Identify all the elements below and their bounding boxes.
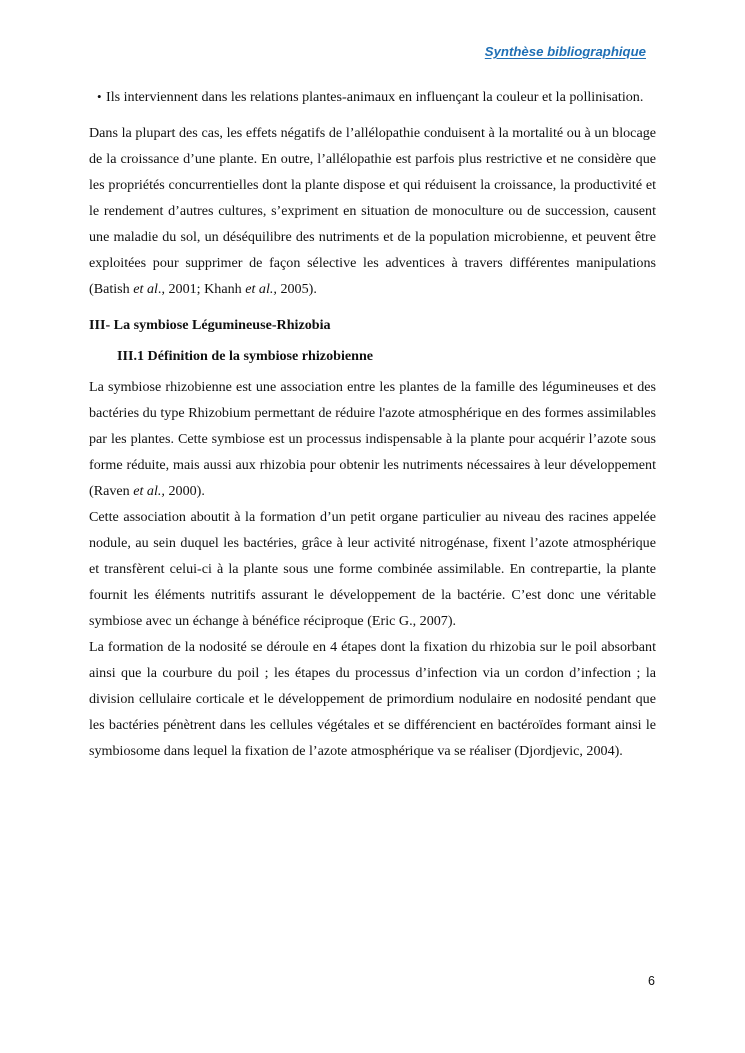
paragraph-allelopathy bbox=[89, 120, 656, 302]
citation-text: 2005). bbox=[276, 281, 317, 297]
subsection-heading: III.1 Définition de la symbiose rhizobienne bbox=[117, 348, 374, 364]
paragraph-allelopathy-text: Dans la plupart des cas, les effets négatifs de l’allélopathie conduisent à la mortalité ou à un blocage de la croissance d’une plante. En outre, l’allélopathie est parfois plus restrictive et ne considère que les propriétés concurrentielles dont la plante dispose et qui réduisent la croissance, la productivité et le rendement d’autres cultures, s’expriment en situation de monoculture ou de succession, causent une maladie du sol, un déséquilibre des nutriments et de la population microbienne, et peuvent être exploitées pour supprimer de façon sélective les adventices à travers différentes manipulations (Batish bbox=[89, 125, 656, 297]
bullet-item bbox=[97, 84, 656, 110]
document-body bbox=[89, 84, 656, 764]
citation-etal: et al., bbox=[245, 281, 277, 297]
paragraph-definition bbox=[89, 374, 656, 504]
running-header-title: Synthèse bibliographique bbox=[484, 44, 646, 59]
citation-etal: et al., bbox=[133, 483, 165, 499]
bullet-text: Ils interviennent dans les relations plantes-animaux en influençant la couleur et la pollinisation. bbox=[106, 89, 644, 105]
section-heading: III- La symbiose Légumineuse-Rhizobia bbox=[89, 317, 331, 333]
citation-text: ., 2001; Khanh bbox=[157, 281, 246, 297]
page-number: 6 bbox=[648, 974, 655, 988]
paragraph-nodosite: La formation de la nodosité se déroule en 4 étapes dont la fixation du rhizobia sur le poil absorbant ainsi que la courbure du poil ; les étapes du processus d’infection via un cordon d’infection ; la division cellulaire corticale et le développement de primordium nodulaire en nodosité pendant que les bactéries pénètrent dans les cellules végétales et se différencient en bactéroïdes formant ainsi le symbiosome dans lequel la fixation de l’azote atmosphérique va se réaliser (Djordjevic, 2004). bbox=[89, 639, 656, 759]
paragraph-nodule: Cette association aboutit à la formation d’un petit organe particulier au niveau des racines appelée nodule, au sein duquel les bactéries, grâce à leur activité nitrogénase, fixent l’azote atmosphérique et transfèrent celui-ci à la plante sous une forme combinée assimilable. En contrepartie, la plante fournit les éléments nutritifs assurant le développement de la bactérie. C’est donc une véritable symbiose avec un échange à bénéfice réciproque (Eric G., 2007). bbox=[89, 509, 656, 629]
paragraph-definition-text: La symbiose rhizobienne est une association entre les plantes de la famille des légumineuses et des bactéries du type Rhizobium permettant de réduire l'azote atmosphérique en des formes assimilables par les plantes. Cette symbiose est un processus indispensable à la plante pour acquérir l’azote sous forme réduite, mais aussi aux rhizobia pour obtenir les nutriments nécessaires à leur développement (Raven bbox=[89, 379, 656, 499]
citation-text: 2000). bbox=[164, 483, 205, 499]
citation-etal: et al bbox=[133, 281, 158, 297]
bullet-icon: • bbox=[97, 89, 102, 104]
